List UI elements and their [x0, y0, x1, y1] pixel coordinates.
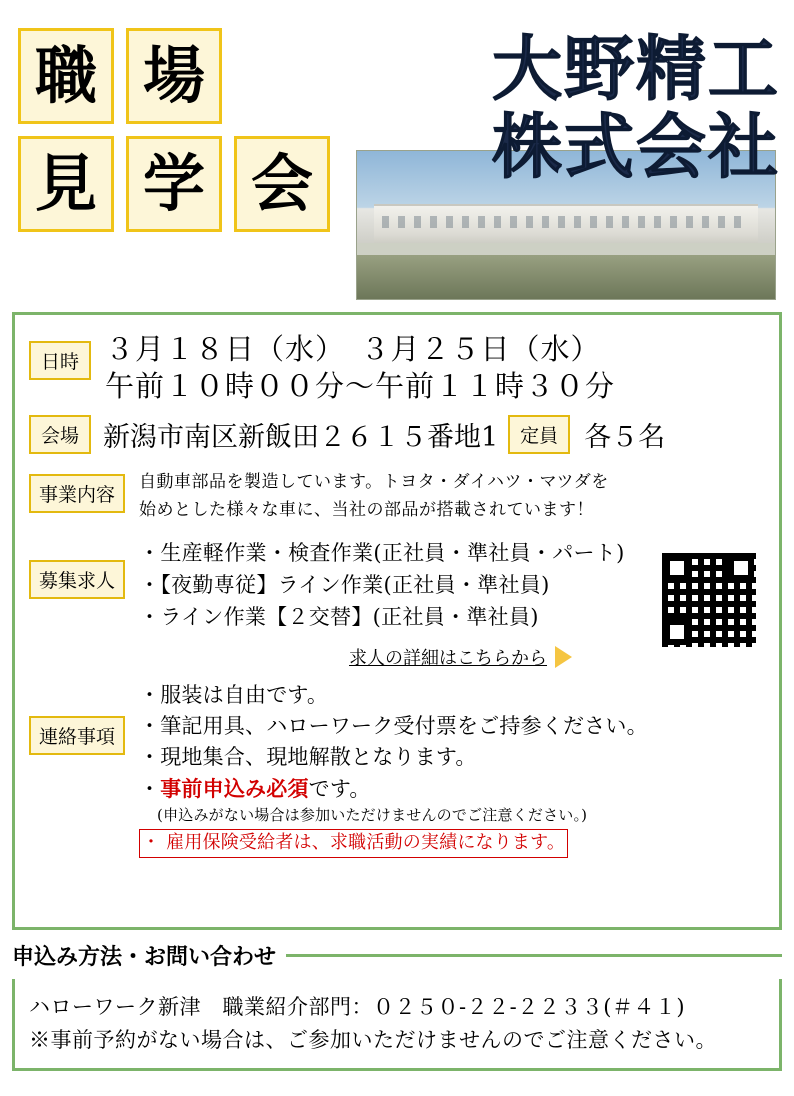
business-line-1: 自動車部品を製造しています。トヨタ・ダイハツ・マツダを	[139, 472, 609, 493]
row-jobs	[29, 538, 765, 670]
title-char-4: 学	[126, 136, 222, 232]
title-char-1: 職	[18, 28, 114, 124]
poster-header	[0, 0, 794, 300]
play-triangle-icon	[555, 646, 572, 668]
row-notes	[29, 680, 765, 858]
title-char-3: 見	[18, 136, 114, 232]
contact-title: 申込み方法・お問い合わせ	[12, 944, 277, 970]
label-datetime: 日時	[29, 341, 91, 380]
list-item: ・ライン作業【２交替】(正社員・準社員)	[139, 605, 539, 630]
contact-line-1: ハローワーク新津 職業紹介部門：０２５０-２２-２２３３(＃４１)	[29, 995, 686, 1019]
contact-section	[12, 940, 782, 1080]
label-capacity: 定員	[508, 415, 570, 454]
label-notes: 連絡事項	[29, 716, 125, 755]
datetime-line-1: ３月１８日（水） ３月２５日（水）	[105, 332, 601, 366]
list-item-required	[139, 773, 648, 805]
row-datetime	[29, 331, 765, 405]
label-venue: 会場	[29, 415, 91, 454]
company-name-line-1: 大野精工	[492, 27, 780, 110]
job-detail-link-label: 求人の詳細はこちらから	[349, 648, 548, 670]
contact-divider	[286, 954, 782, 957]
insurance-note: ・ 雇用保険受給者は、求職活動の実績になります。	[139, 829, 568, 858]
title-char-2: 場	[126, 28, 222, 124]
required-suffix: です。	[308, 777, 371, 802]
company-name-line-2: 株式会社	[492, 105, 780, 189]
insurance-note-wrap	[139, 826, 648, 858]
required-highlight: 事前申込み必須	[160, 776, 309, 802]
datetime-value	[105, 331, 615, 405]
required-small-note: (申込みがない場合は参加いただけませんのでご注意ください。)	[157, 806, 588, 825]
title-char-5: 会	[234, 136, 330, 232]
required-prefix: ・	[139, 777, 161, 802]
factory-windows	[382, 216, 750, 228]
details-panel	[12, 312, 782, 930]
row-venue	[29, 415, 765, 454]
list-item: ・服装は自由です。	[139, 683, 329, 708]
contact-header	[12, 940, 782, 971]
business-value	[139, 468, 609, 524]
list-item: ・【夜勤専従】ライン作業(正社員・準社員)	[139, 573, 550, 598]
business-line-2: 始めとした様々な車に、当社の部品が搭載されています！	[139, 500, 595, 521]
qr-finder-icon	[664, 619, 690, 645]
venue-value: 新潟市南区新飯田２６１５番地1	[103, 422, 499, 454]
notes-list	[139, 680, 648, 858]
row-business	[29, 468, 765, 524]
list-item: ・筆記用具、ハローワーク受付票をご持参ください。	[139, 714, 648, 739]
contact-box	[12, 979, 782, 1071]
label-business: 事業内容	[29, 474, 125, 513]
contact-line-2: ※事前予約がない場合は、ご参加いただけませんのでご注意ください。	[29, 1027, 717, 1052]
datetime-line-2: 午前１０時００分～午前１１時３０分	[105, 369, 616, 404]
qr-code[interactable]	[659, 550, 759, 650]
label-jobs: 募集求人	[29, 560, 125, 599]
list-item: ・現地集合、現地解散となります。	[139, 745, 477, 770]
capacity-value: 各５名	[584, 422, 666, 454]
factory-ground	[357, 255, 775, 299]
company-name	[280, 27, 780, 189]
list-item: ・生産軽作業・検査作業(正社員・準社員・パート)	[139, 541, 625, 566]
